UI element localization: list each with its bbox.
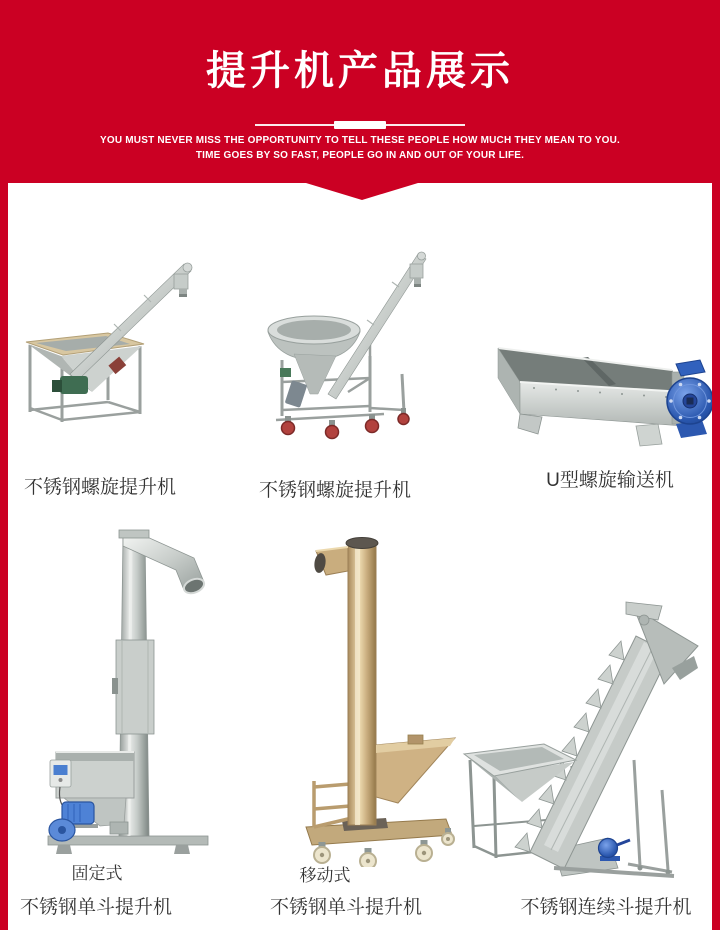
product-label: U型螺旋输送机 [546, 470, 674, 491]
product-card-screw-elevator-2 [252, 242, 467, 442]
right-border-strip [712, 183, 720, 930]
product-card-u-trough-conveyor [486, 322, 712, 462]
continuous-bucket-elevator-image [458, 550, 712, 886]
product-sublabel: 移动式 [299, 866, 351, 885]
product-label: 不锈钢连续斗提升机 [520, 897, 692, 918]
tagline-line-1: YOU MUST NEVER MISS THE OPPORTUNITY TO TELL THESE PEOPLE HOW MUCH THEY MEAN TO YOU. [100, 135, 620, 146]
product-sublabel: 固定式 [71, 864, 123, 883]
ribbon-notch-decoration [306, 183, 418, 200]
header-tagline [0, 134, 720, 163]
inclined-screw-elevator-square-hopper-image [14, 250, 224, 432]
product-label: 不锈钢螺旋提升机 [23, 477, 176, 498]
tagline-line-2: TIME GOES BY SO FAST, PEOPLE GO IN AND OUT OF YOUR LIFE. [195, 149, 525, 161]
single-bucket-elevator-fixed-image [28, 520, 228, 862]
single-bucket-elevator-mobile-image [250, 515, 462, 867]
left-border-strip [0, 183, 8, 930]
divider-thick-segment [334, 121, 386, 129]
product-label: 不锈钢螺旋提升机 [258, 480, 411, 501]
inclined-screw-elevator-round-hopper-image [252, 242, 467, 442]
product-label: 不锈钢单斗提升机 [269, 897, 422, 918]
product-card-bucket-elevator-fixed [28, 520, 228, 862]
page-title: 提升机产品展示 [206, 49, 514, 93]
product-card-continuous-bucket-elevator [458, 550, 712, 886]
u-type-screw-conveyor-image [486, 322, 712, 462]
product-label: 不锈钢单斗提升机 [19, 897, 172, 918]
product-card-screw-elevator-1 [14, 250, 224, 432]
product-card-bucket-elevator-mobile [250, 515, 462, 867]
